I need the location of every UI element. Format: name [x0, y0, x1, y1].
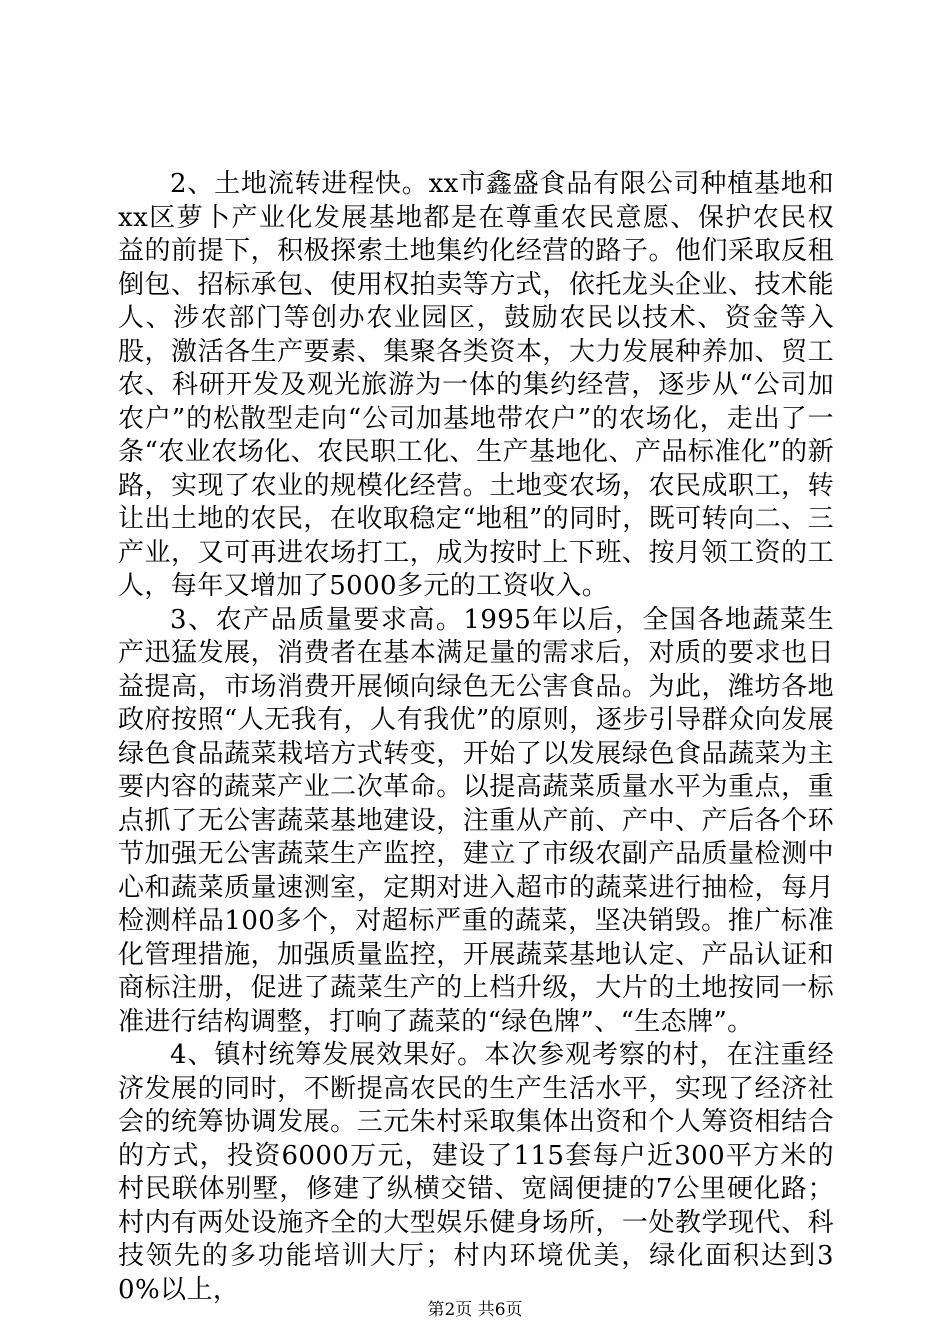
- paragraph-land-transfer: 2、土地流转进程快。xx市鑫盛食品有限公司种植基地和xx区萝卜产业化发展基地都是在尊重农民意愿、保护农民权益的前提下，积极探索土地集约化经营的路子。他们采取反租倒包、招标承包、使用权拍卖等方式，依托龙头企业、技术能人、涉农部门等创办农业园区，鼓励农民以技术、资金等入股，激活各生产要素、集聚各类资本，大力发展种养加、贸工农、科研开发及观光旅游为一体的集约经营，逐步从“公司加农户”的松散型走向“公司加基地带农户”的农场化，走出了一条“农业农场化、农民职工化、生产基地化、产品标准化”的新路，实现了农业的规模化经营。土地变农场，农民成职工，转让出土地的农民，在收取稳定“地租”的同时，既可转向二、三产业，又可再进农场打工，成为按时上下班、按月领工资的工人，每年又增加了5000多元的工资收入。: [118, 169, 834, 601]
- paragraph-town-village-development: 4、镇村统筹发展效果好。本次参观考察的村，在注重经济发展的同时，不断提高农民的生产生活水平，实现了经济社会的统筹协调发展。三元朱村采取集体出资和个人筹资相结合的方式，投资6000万元，建设了115套每户近300平方米的村民联体别墅，修建了纵横交错、宽阔便捷的7公里硬化路；村内有两处设施齐全的大型娱乐健身场所，一处教学现代、科技领先的多功能培训大厅；村内环境优美，绿化面积达到30%以上，: [118, 1040, 834, 1305]
- page-footer: 第2页 共6页: [427, 1300, 523, 1320]
- document-body: [118, 168, 834, 1307]
- paragraph-produce-quality: 3、农产品质量要求高。1995年以后，全国各地蔬菜生产迅猛发展，消费者在基本满足量的需求后，对质的要求也日益提高，市场消费开展倾向绿色无公害食品。为此，潍坊各地政府按照“人无我有，人有我优”的原则，逐步引导群众向发展绿色食品蔬菜栽培方式转变，开始了以发展绿色食品蔬菜为主要内容的蔬菜产业二次革命。以提高蔬菜质量水平为重点，重点抓了无公害蔬菜基地建设，注重从产前、产中、产后各个环节加强无公害蔬菜生产监控，建立了市级农副产品质量检测中心和蔬菜质量速测室，定期对进入超市的蔬菜进行抽检，每月检测样品100多个，对超标严重的蔬菜，坚决销毁。推广标准化管理措施，加强质量监控，开展蔬菜基地认定、产品认证和商标注册，促进了蔬菜生产的上档升级，大片的土地按同一标准进行结构调整，打响了蔬菜的“绿色牌”、“生态牌”。: [118, 604, 834, 1037]
